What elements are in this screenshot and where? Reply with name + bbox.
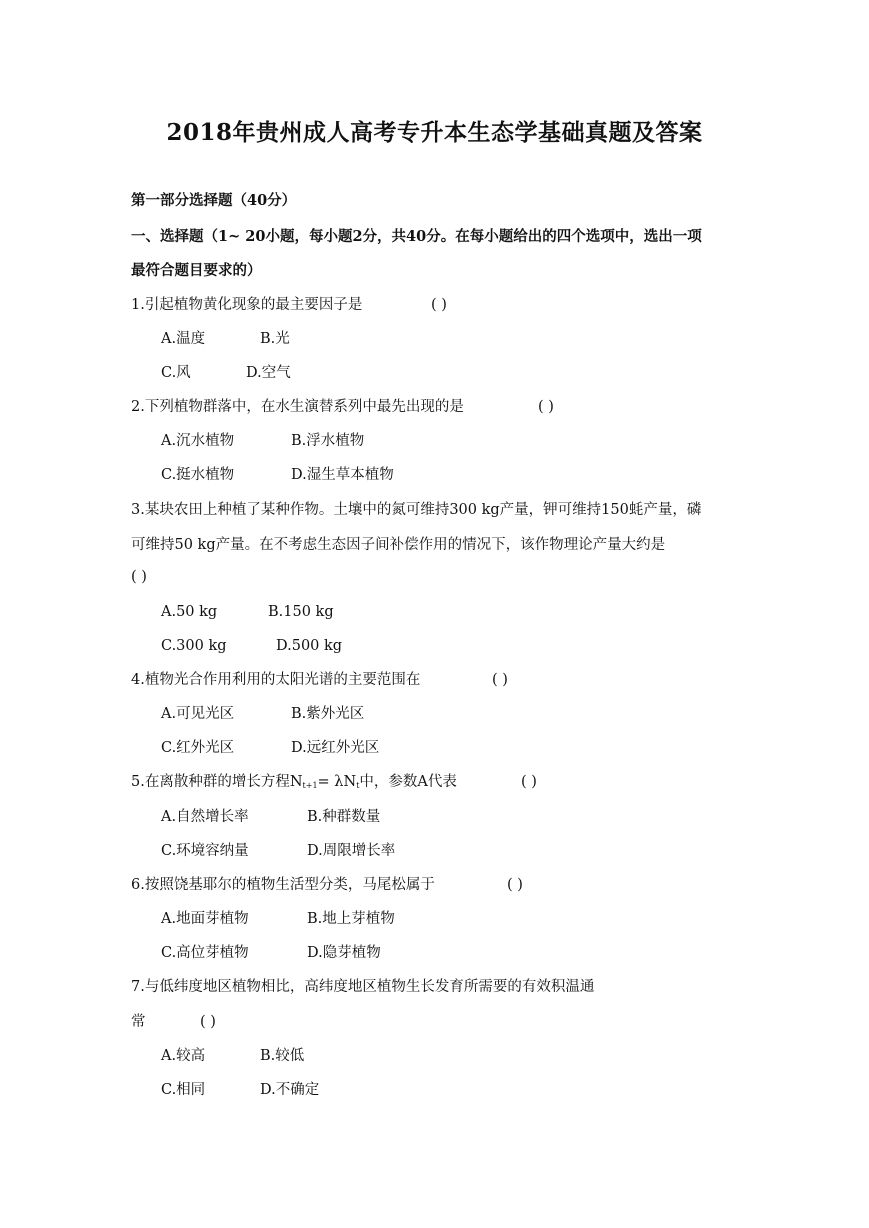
question-4-option-c: C.红外光区	[161, 740, 235, 756]
question-7-stem-line-2: 常	[131, 1014, 146, 1030]
question-3-stem-line-2: 可维持50 kg产量。在不考虑生态因子间补偿作用的情况下，该作物理论产量大约是	[131, 537, 666, 553]
question-3-option-d: D.500 kg	[276, 638, 343, 654]
question-4-stem: 4.植物光合作用利用的太阳光谱的主要范围在	[131, 672, 421, 688]
question-2-answer-blank: ( )	[538, 399, 554, 415]
question-3-answer-blank: ( )	[131, 569, 147, 585]
question-1-stem: 1.引起植物黄化现象的最主要因子是	[131, 297, 363, 313]
question-2-option-b: B.浮水植物	[291, 433, 365, 449]
question-1-option-d: D.空气	[246, 365, 291, 381]
question-7-option-d: D.不确定	[260, 1082, 320, 1098]
instructions-line-1: 一、选择题（1~ 20小题，每小题2分，共40分。在每小题给出的四个选项中，选出一项	[131, 228, 702, 245]
question-5-option-c: C.环境容纳量	[161, 843, 249, 859]
question-6-option-b: B.地上芽植物	[307, 911, 395, 927]
question-6-option-a: A.地面芽植物	[161, 911, 249, 927]
document-title: 2018年贵州成人高考专升本生态学基础真题及答案	[166, 119, 703, 146]
question-5-stem-prefix: 5.在离散种群的增长方程N	[131, 774, 303, 790]
question-3-option-b: B.150 kg	[268, 604, 334, 620]
question-2-option-a: A.沉水植物	[161, 433, 235, 449]
question-7-answer-blank: ( )	[200, 1014, 216, 1030]
question-5-answer-blank: ( )	[521, 774, 537, 790]
question-7-option-a: A.较高	[161, 1048, 206, 1064]
question-3-option-a: A.50 kg	[161, 604, 218, 620]
question-4-option-b: B.紫外光区	[291, 706, 365, 722]
question-4-option-d: D.远红外光区	[291, 740, 380, 756]
part-heading: 第一部分选择题（40分）	[131, 192, 297, 209]
question-5-subscript-2: t	[356, 781, 360, 790]
question-7-stem-line-1: 7.与低纬度地区植物相比，高纬度地区植物生长发育所需要的有效积温通	[131, 979, 595, 995]
question-5-option-a: A.自然增长率	[161, 809, 249, 825]
question-3-option-c: C.300 kg	[161, 638, 227, 654]
question-5-stem-suffix: 中，参数A代表	[359, 774, 457, 790]
question-5-option-d: D.周限增长率	[307, 843, 396, 859]
question-1-option-b: B.光	[260, 331, 290, 347]
question-6-answer-blank: ( )	[507, 877, 523, 893]
question-1-option-c: C.风	[161, 365, 191, 381]
question-1-answer-blank: ( )	[431, 297, 447, 313]
question-6-option-c: C.高位芽植物	[161, 945, 249, 961]
question-5-stem	[131, 772, 457, 796]
question-1-option-a: A.温度	[161, 331, 206, 347]
question-5-stem-middle: = λN	[317, 774, 357, 790]
question-2-option-d: D.湿生草本植物	[291, 467, 394, 483]
question-3-stem-line-1: 3.某块农田上种植了某种作物。土壤中的氮可维持300 kg产量，钾可维持150蚝产量，磷	[131, 502, 702, 518]
question-7-option-b: B.较低	[260, 1048, 305, 1064]
question-6-stem: 6.按照饶基耶尔的植物生活型分类，马尾松属于	[131, 877, 435, 893]
question-2-stem: 2.下列植物群落中，在水生演替系列中最先出现的是	[131, 399, 464, 415]
question-6-option-d: D.隐芽植物	[307, 945, 381, 961]
question-5-subscript-1: t+1	[302, 781, 318, 790]
question-4-option-a: A.可见光区	[161, 706, 235, 722]
question-2-option-c: C.挺水植物	[161, 467, 235, 483]
instructions-line-2: 最符合题目要求的）	[131, 262, 262, 279]
question-7-option-c: C.相同	[161, 1082, 206, 1098]
question-5-option-b: B.种群数量	[307, 809, 381, 825]
question-4-answer-blank: ( )	[492, 672, 508, 688]
